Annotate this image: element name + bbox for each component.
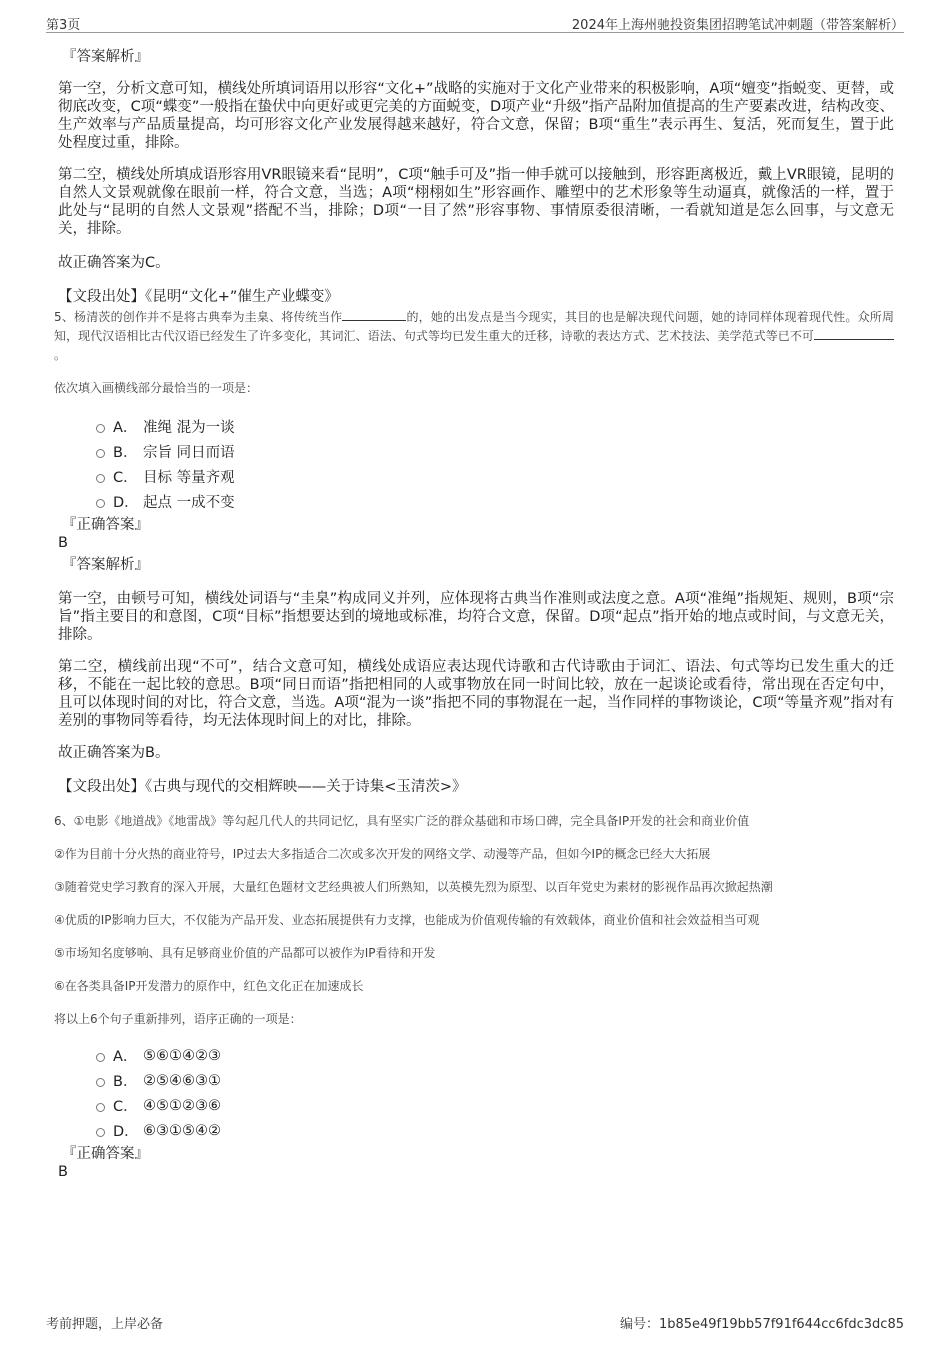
q4-source: 【文段出处】《昆明“文化+”催生产业蝶变》 [58, 289, 339, 305]
q5-analysis-p2: 第二空，横线前出现“不可”，结合文意可知，横线处成语应表达现代诗歌和古代诗歌由于词汇、语法、句式等均已发生重大的迁移，不能在一起比较的意思。B项“同日而语”指把相同的人或事物放在同一时间比较，放在一起谈论或看待，常出现在否定句中，且可以体现时间的对比，符合文意，当选。A项“混为一谈”指把不同的事物混在一起，当作同样的事物谈论，C项“等量齐观”指对有差别的事物同等看待，均无法体现时间上的对比，排除。 [58, 659, 894, 729]
option-text: ④⑤①②③⑥ [143, 1097, 221, 1114]
q5-blank-1 [342, 308, 406, 321]
option-text: ⑤⑥①④②③ [143, 1047, 221, 1064]
radio-icon[interactable] [96, 499, 105, 508]
document-title: 2024年上海州驰投资集团招聘笔试冲刺题（带答案解析） [571, 18, 904, 33]
option-letter: B． [113, 1074, 138, 1090]
document-content [56, 46, 894, 1181]
document-code: 编号：1b85e49f19bb57f91f644cc6fdc3dc85 [619, 1317, 904, 1332]
page-header [46, 12, 904, 33]
q5-option-a[interactable] [96, 414, 894, 439]
footer-slogan: 考前押题，上岸必备 [46, 1317, 164, 1332]
page-number: 第3页 [46, 18, 81, 33]
option-text: ⑥③①⑤④② [143, 1122, 221, 1139]
q5-options [96, 414, 894, 514]
q6-sentence-6: ⑥在各类具备IP开发潜力的原作中，红色文化正在加速成长 [54, 979, 364, 993]
radio-icon[interactable] [96, 1128, 105, 1137]
q6-correct-answer: B [58, 1164, 68, 1180]
q6-correct-label: 『正确答案』 [62, 1146, 149, 1162]
q6-option-c[interactable] [96, 1093, 894, 1118]
q4-analysis-p2: 第二空，横线处所填成语形容用VR眼镜来看“昆明”，C项“触手可及”指一伸手就可以接触到，形容距离极近，戴上VR眼镜，昆明的自然人文景观就像在眼前一样，符合文意，当选；A项“栩栩如生”形容画作、雕塑中的艺术形象等生动逼真，就像活的一样，置于此处与“昆明的自然人文景观”搭配不当，排除；D项“一目了然”形容事物、事情原委很清晰，一看就知道是怎么回事，与文意无关，排除。 [58, 167, 894, 237]
q5-correct-answer: B [58, 535, 68, 551]
q5-source: 【文段出处】《古典与现代的交相辉映——关于诗集<玉清茨>》 [58, 779, 467, 795]
q6-option-b[interactable] [96, 1068, 894, 1093]
radio-icon[interactable] [96, 1078, 105, 1087]
option-text: ②⑤④⑥③① [143, 1072, 221, 1089]
radio-icon[interactable] [96, 1053, 105, 1062]
radio-icon[interactable] [96, 424, 105, 433]
option-letter: D． [113, 1124, 139, 1140]
option-letter: C． [113, 470, 138, 486]
q5-stem-part-2: 的，她的出发点是当今现实，其目的也是解决现代问题，她的诗同样体现着现代性。众所周知，现代汉语相比古代汉语已经发生了许多变化，其词汇、语法、句式等均已发生重大的迁移，诗歌的表达方式、艺术技法、美学范式等已不可 [54, 310, 894, 343]
option-letter: D． [113, 495, 139, 511]
q6-option-a[interactable] [96, 1043, 894, 1068]
q5-analysis-label: 『答案解析』 [62, 557, 149, 573]
option-text: 准绳 混为一谈 [143, 420, 235, 436]
q6-options [96, 1043, 894, 1143]
page-footer [46, 1311, 904, 1331]
q5-correct-label: 『正确答案』 [62, 517, 149, 533]
q6-prompt: 将以上6个句子重新排列，语序正确的一项是： [54, 1012, 302, 1026]
option-text: 宗旨 同日而语 [143, 445, 235, 461]
option-text: 起点 一成不变 [143, 495, 235, 511]
radio-icon[interactable] [96, 449, 105, 458]
q5-conclusion: 故正确答案为B。 [58, 745, 170, 761]
q5-stem-part-1: 5、杨清茨的创作并不是将古典奉为圭臬、将传统当作 [54, 310, 343, 324]
q4-conclusion: 故正确答案为C。 [58, 255, 170, 271]
q6-sentence-1: 6、①电影《地道战》《地雷战》等勾起几代人的共同记忆，具有坚实广泛的群众基础和市场口碑，完全具备IP开发的社会和商业价值 [54, 814, 750, 828]
q4-analysis-p1: 第一空，分析文意可知，横线处所填词语用以形容“文化+”战略的实施对于文化产业带来的积极影响，A项“嬗变”指蜕变、更替，或彻底改变，C项“蝶变”一般指在蛰伏中向更好或更完美的方面蜕变，D项产业“升级”指产品附加值提高的生产要素改进，结构改变、生产效率与产品质量提高，均可形容文化产业发展得越来越好，符合文意，保留；B项“重生”表示再生、复活，死而复生，置于此处程度过重，排除。 [58, 81, 894, 151]
option-letter: C． [113, 1099, 138, 1115]
q5-stem-part-3: 。 [54, 348, 67, 362]
q5-option-b[interactable] [96, 439, 894, 464]
q4-analysis-label: 『答案解析』 [62, 49, 149, 65]
q6-sentence-2: ②作为目前十分火热的商业符号，IP过去大多指适合二次或多次开发的网络文学、动漫等产品，但如今IP的概念已经大大拓展 [54, 847, 711, 861]
q6-option-d[interactable] [96, 1118, 894, 1143]
q5-option-c[interactable] [96, 464, 894, 489]
option-letter: A． [113, 420, 138, 436]
q6-sentence-3: ③随着党史学习教育的深入开展，大量红色题材文艺经典被人们所熟知，以英模先烈为原型、以百年党史为素材的影视作品再次掀起热潮 [54, 880, 773, 894]
radio-icon[interactable] [96, 1103, 105, 1112]
q5-stem [54, 308, 894, 365]
radio-icon[interactable] [96, 474, 105, 483]
q6-sentence-4: ④优质的IP影响力巨大，不仅能为产品开发、业态拓展提供有力支撑，也能成为价值观传输的有效载体，商业价值和社会效益相当可观 [54, 913, 760, 927]
q5-option-d[interactable] [96, 489, 894, 514]
q5-prompt: 依次填入画横线部分最恰当的一项是： [54, 381, 259, 395]
option-text: 目标 等量齐观 [143, 470, 235, 486]
option-letter: A． [113, 1049, 138, 1065]
q6-sentence-5: ⑤市场知名度够响、具有足够商业价值的产品都可以被作为IP看待和开发 [54, 946, 436, 960]
option-letter: B． [113, 445, 138, 461]
q5-blank-2 [814, 327, 894, 340]
q5-analysis-p1: 第一空，由顿号可知，横线处词语与“圭臬”构成同义并列，应体现将古典当作准则或法度之意。A项“准绳”指规矩、规则，B项“宗旨”指主要目的和意图，C项“目标”指想要达到的境地或标准，均符合文意，保留。D项“起点”指开始的地点或时间，与文意无关，排除。 [58, 591, 894, 643]
